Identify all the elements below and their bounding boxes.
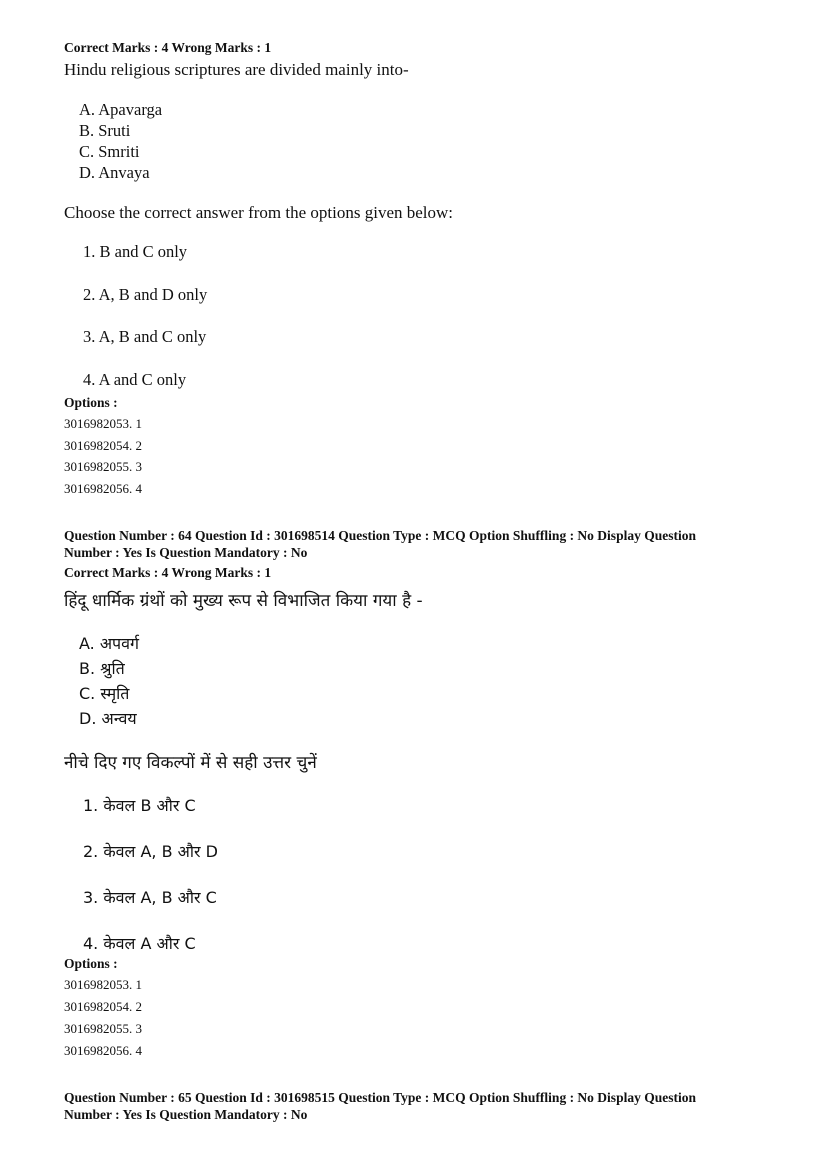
options-label: Options : <box>64 395 118 410</box>
statement-item: C. स्मृति <box>79 684 130 703</box>
statement-item: D. अन्वय <box>79 709 137 728</box>
option-id: 3016982055. 3 <box>64 1021 142 1036</box>
answer-choice: 3. केवल A, B और C <box>83 888 217 907</box>
question-header: Number : Yes Is Question Mandatory : No <box>64 1107 308 1122</box>
answer-choice: 3. A, B and C only <box>83 327 207 346</box>
question-header: Number : Yes Is Question Mandatory : No <box>64 545 308 560</box>
option-id: 3016982055. 3 <box>64 459 142 474</box>
option-id: 3016982056. 4 <box>64 1043 142 1058</box>
option-id: 3016982054. 2 <box>64 438 142 453</box>
answer-choice: 1. B and C only <box>83 242 188 261</box>
instruction-text: नीचे दिए गए विकल्पों में से सही उत्तर चुनें <box>64 753 317 773</box>
option-id: 3016982053. 1 <box>64 416 142 431</box>
statement-item: B. श्रुति <box>79 659 125 678</box>
statement-item: C. Smriti <box>79 142 140 161</box>
statement-item: A. अपवर्ग <box>79 634 140 653</box>
answer-choice: 4. केवल A और C <box>83 934 196 953</box>
question-text: Hindu religious scriptures are divided mainly into- <box>64 60 409 79</box>
answer-choice: 1. केवल B और C <box>83 796 196 815</box>
options-label: Options : <box>64 956 118 971</box>
question-text: हिंदू धार्मिक ग्रंथों को मुख्य रूप से विभाजित किया गया है - <box>64 591 423 611</box>
answer-choice: 2. A, B and D only <box>83 285 208 304</box>
question-header: Question Number : 65 Question Id : 301698515 Question Type : MCQ Option Shuffling : No Display Question <box>64 1090 696 1105</box>
statement-item: D. Anvaya <box>79 163 150 182</box>
marks-line: Correct Marks : 4 Wrong Marks : 1 <box>64 40 272 55</box>
option-id: 3016982053. 1 <box>64 977 142 992</box>
marks-line: Correct Marks : 4 Wrong Marks : 1 <box>64 565 272 580</box>
answer-choice: 4. A and C only <box>83 370 187 389</box>
statement-item: A. Apavarga <box>79 100 163 119</box>
statement-item: B. Sruti <box>79 121 131 140</box>
instruction-text: Choose the correct answer from the options given below: <box>64 203 454 222</box>
option-id: 3016982054. 2 <box>64 999 142 1014</box>
question-header: Question Number : 64 Question Id : 301698514 Question Type : MCQ Option Shuffling : No Display Question <box>64 528 696 543</box>
option-id: 3016982056. 4 <box>64 481 142 496</box>
answer-choice: 2. केवल A, B और D <box>83 842 218 861</box>
